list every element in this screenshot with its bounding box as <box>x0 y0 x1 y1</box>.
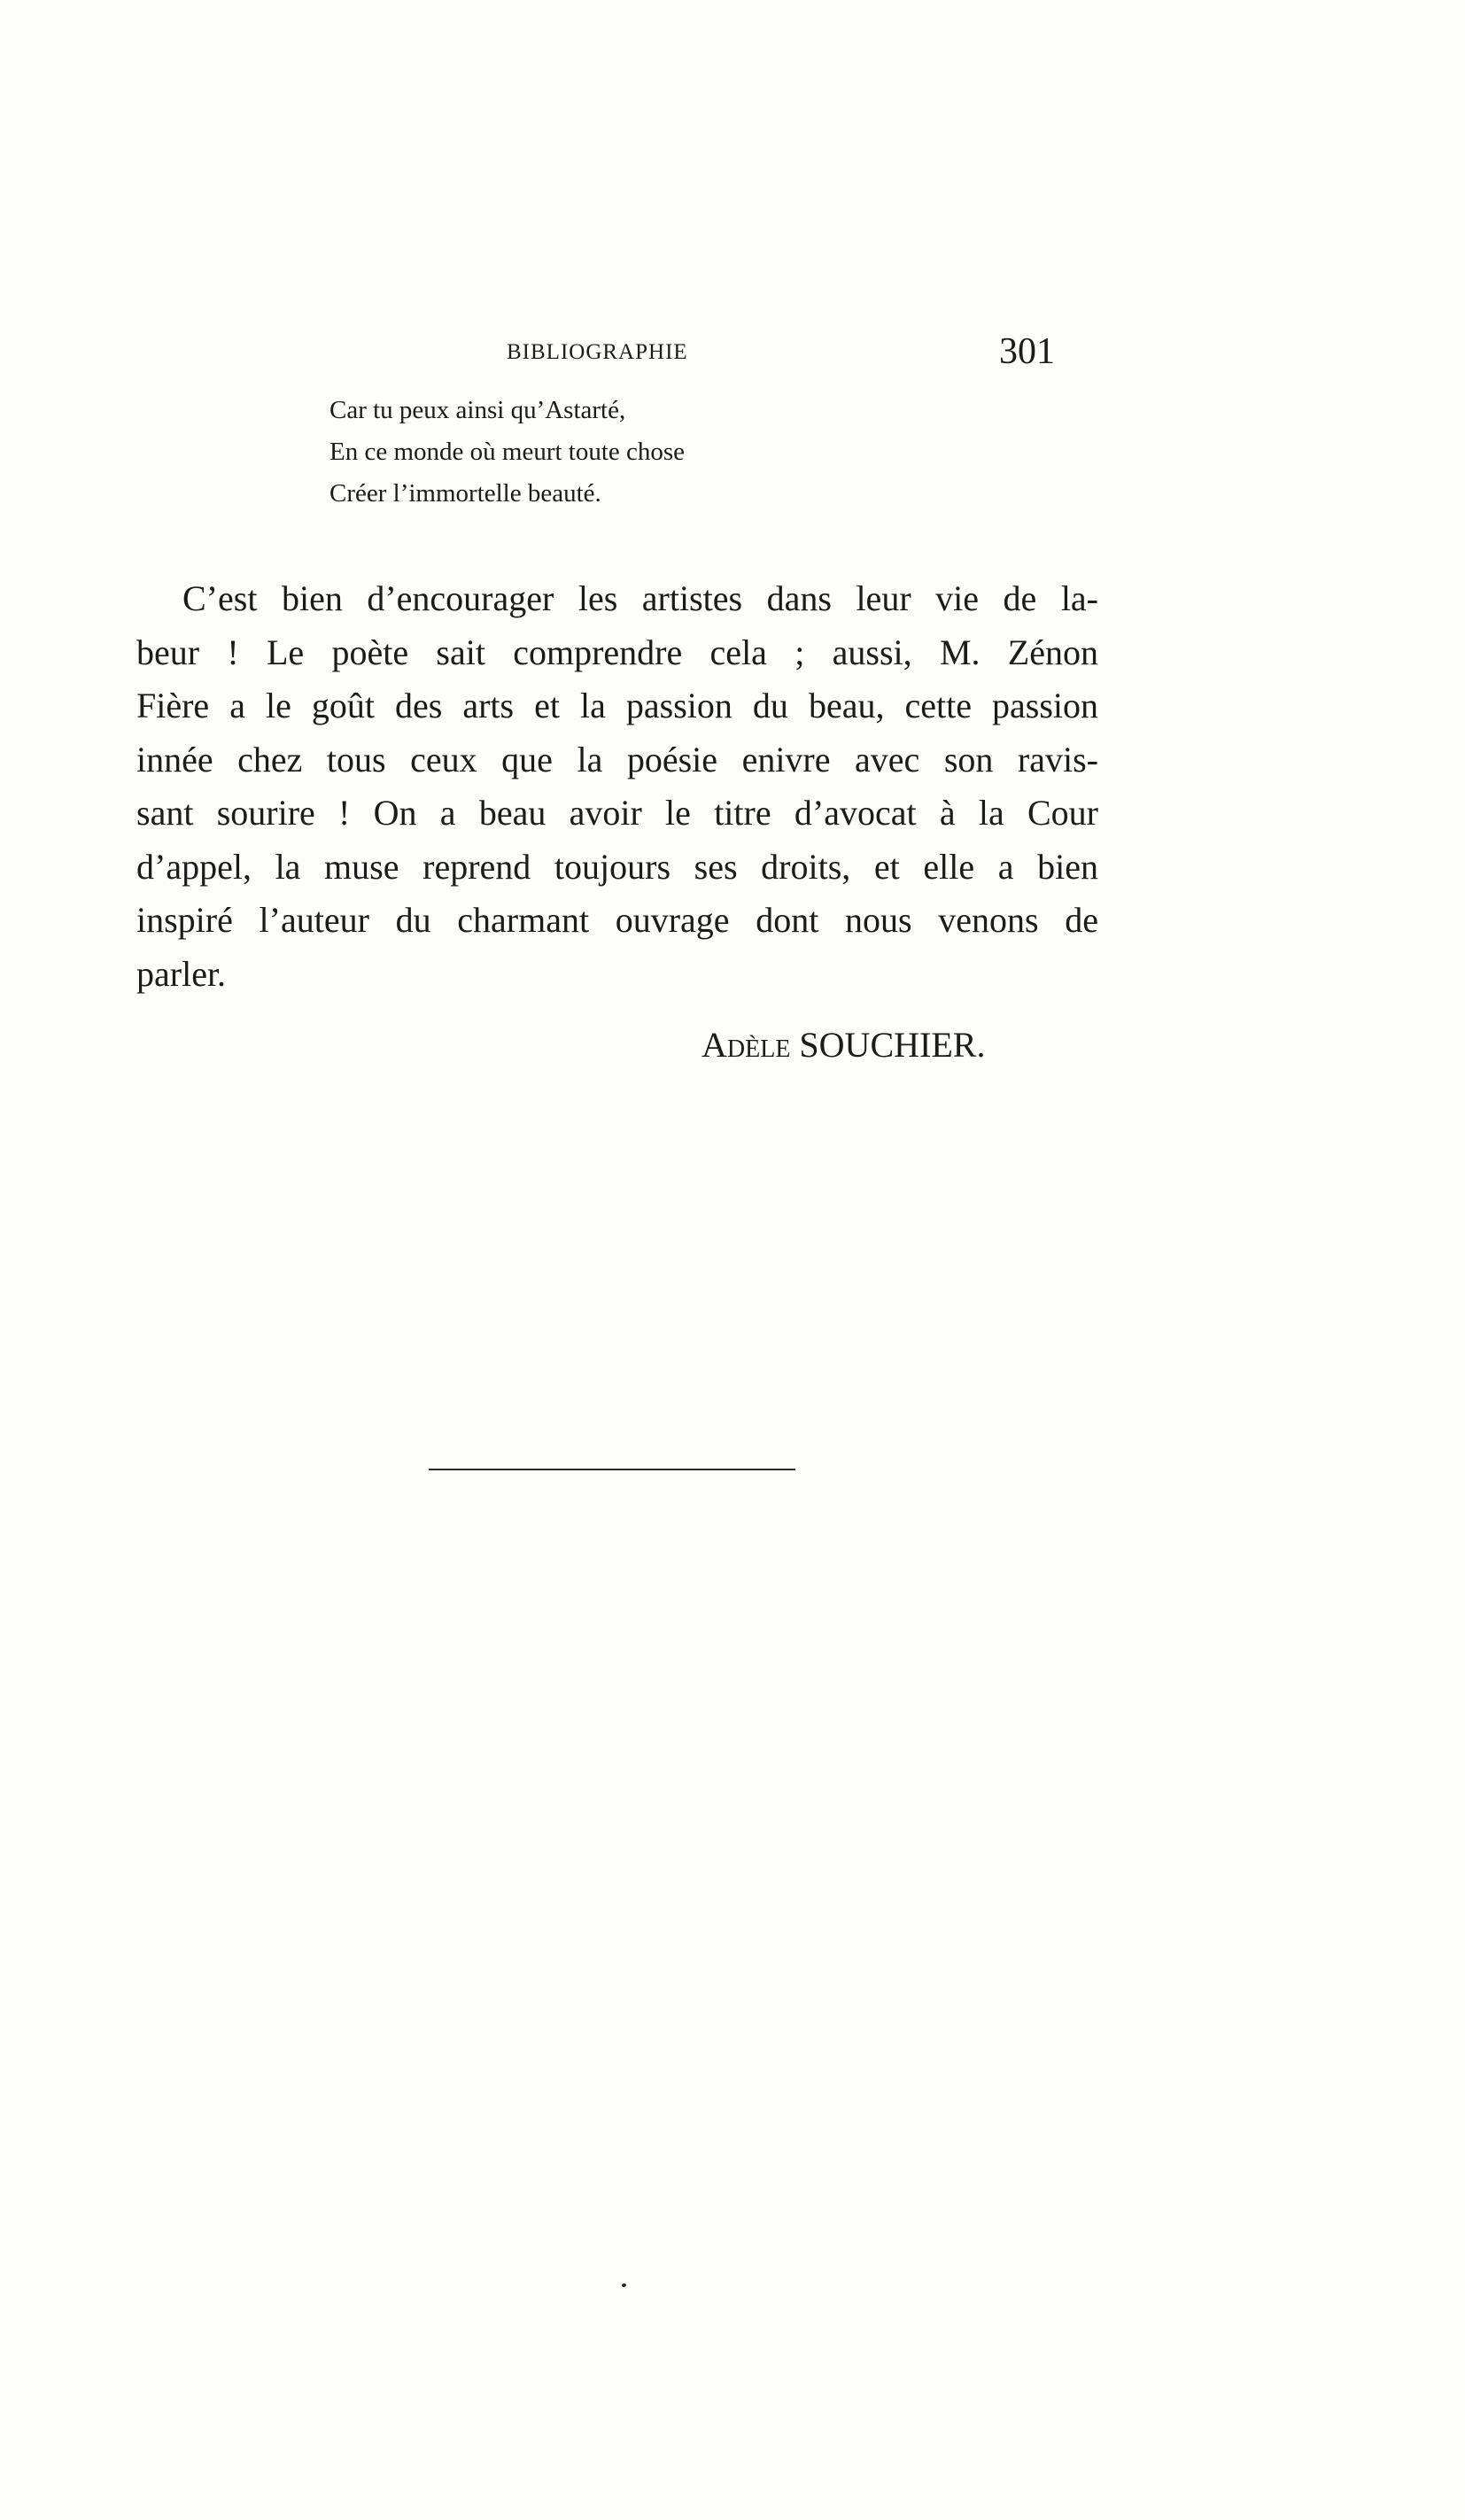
section-divider-rule <box>429 1469 795 1470</box>
ink-speck <box>621 2283 626 2287</box>
running-head <box>0 331 1465 379</box>
verse-stanza <box>329 390 950 515</box>
verse-line: En ce monde où meurt toute chose <box>329 438 686 466</box>
verse-line: Car tu peux ainsi qu’Astarté, <box>329 396 626 424</box>
running-title: BIBLIOGRAPHIE <box>507 340 688 364</box>
paragraph-line: inspiré l’auteur du charmant ouvrage dont nous venons de <box>136 900 1098 940</box>
paragraph-line: innée chez tous ceux que la poésie enivre avec son ravis- <box>136 739 1098 779</box>
paragraph-line: parler. <box>136 953 227 994</box>
author-signature <box>701 1019 985 1072</box>
paragraph-line: C’est bien d’encourager les artistes dans leur vie de la- <box>182 578 1098 618</box>
verse-line: Créer l’immortelle beauté. <box>329 479 601 508</box>
body-paragraph <box>136 572 1098 1001</box>
paragraph-line: sant sourire ! On a beau avoir le titre d’avocat à la Cour <box>136 793 1098 833</box>
page-number: 301 <box>999 331 1055 372</box>
paragraph-line: beur ! Le poète sait comprendre cela ; aussi, M. Zénon <box>136 632 1098 672</box>
signature-given-name: Adèle <box>701 1025 791 1065</box>
paragraph-line: d’appel, la muse reprend toujours ses droits, et elle a bien <box>136 846 1098 887</box>
signature-surname: SOUCHIER. <box>799 1025 986 1065</box>
paragraph-line: Fière a le goût des arts et la passion du beau, cette passion <box>136 686 1098 725</box>
